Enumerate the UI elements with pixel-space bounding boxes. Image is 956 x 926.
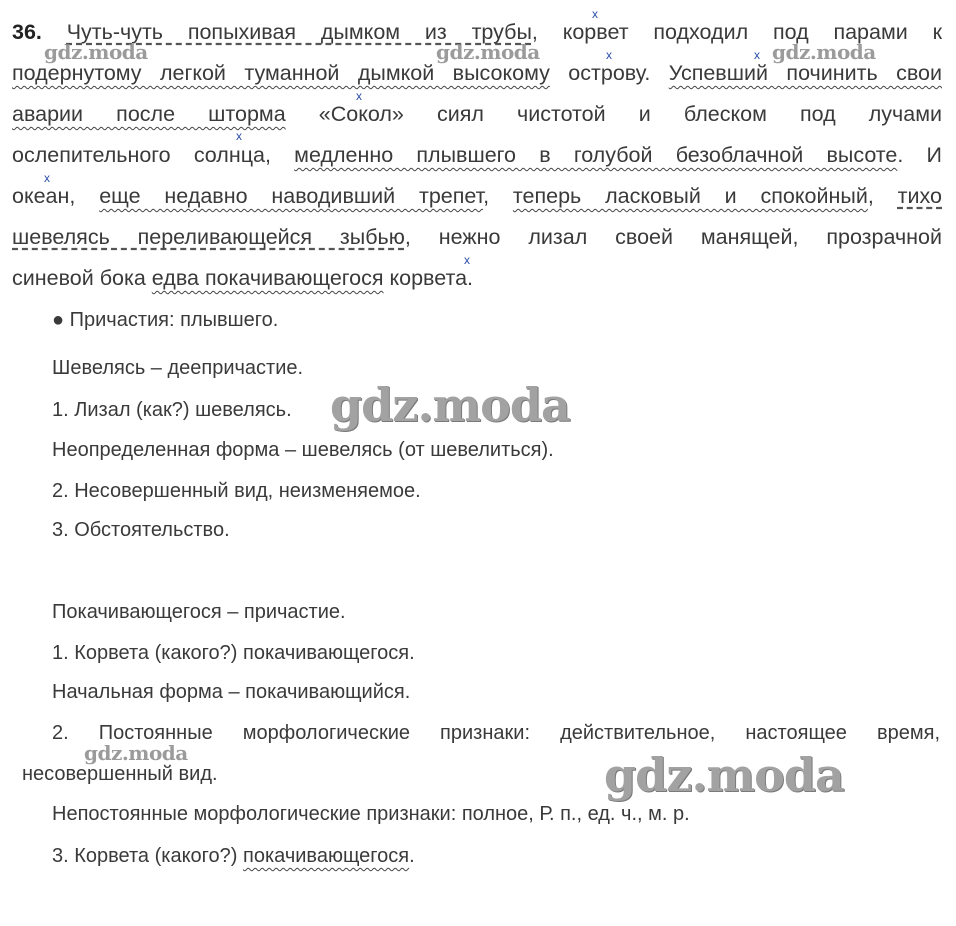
adjective-phrase: теперь ласковый и спокойный: [512, 184, 868, 208]
mark-x: x: [464, 253, 470, 267]
gerund-phrase: шевелясь переливающейся зыбью: [12, 225, 405, 249]
watermark: gdz.moda: [772, 40, 876, 64]
text-segment: . И: [897, 143, 943, 167]
participle-word: покачивающегося: [243, 845, 410, 867]
mark-x: x: [592, 7, 598, 21]
participle-phrase: медленно плывшего в голубой безоблачной высоте: [294, 143, 898, 167]
watermark: gdz.moda: [604, 748, 844, 802]
mark-x: x: [236, 129, 242, 143]
participle-phrase: едва покачивающегося: [151, 266, 384, 290]
participle-phrase: аварии после шторма: [12, 102, 286, 126]
participle-phrase: Успевший починить свои: [668, 61, 943, 85]
text-segment: , нежно лизал своей манящей, прозрачной: [404, 225, 943, 249]
exercise-number: 36.: [12, 20, 42, 44]
gerund-point-1: 1. Лизал (как?) шевелясь.: [52, 399, 292, 421]
participle-point-2: 2. Постоянные морфологические признаки: действительное, настоящее время,: [52, 722, 940, 744]
gerund-phrase: Чуть-чуть попыхивая дымком из трубы: [66, 20, 532, 44]
text-line-7: [12, 264, 942, 292]
participle-phrase: подернутому легкой туманной дымкой высокому: [12, 61, 550, 85]
mark-x: x: [44, 171, 50, 185]
mark-x: x: [606, 48, 612, 62]
mark-x: x: [754, 48, 760, 62]
text-segment: ,: [867, 184, 898, 208]
participle-point-3: [52, 843, 415, 869]
text-segment: ослепительного солнца,: [12, 143, 295, 167]
mark-x: x: [356, 89, 362, 103]
participle-point-1: 1. Корвета (какого?) покачивающегося.: [52, 642, 415, 664]
watermark: gdz.moda: [330, 378, 570, 432]
text-segment: океан,: [12, 184, 100, 208]
text-line-5: [12, 182, 942, 210]
text-line-6: [12, 223, 942, 251]
participle-nonconstant: Непостоянные морфологические признаки: полное, Р. п., ед. ч., м. р.: [52, 803, 690, 825]
gerund-phrase: тихо: [897, 184, 942, 208]
gerund-point-3: 3. Обстоятельство.: [52, 519, 230, 541]
participle-base-form: Начальная форма – покачивающийся.: [52, 681, 411, 703]
gerund-base-form: Неопределенная форма – шевелясь (от шевелиться).: [52, 439, 554, 461]
text-segment: ,: [483, 184, 513, 208]
text-segment: «Сокол» сиял чистотой и блеском под лучами: [285, 102, 942, 126]
text-segment: корвета.: [383, 266, 473, 290]
text-line-4: [12, 141, 942, 169]
participle-point-2-cont: несовершенный вид.: [22, 763, 218, 785]
watermark: gdz.moda: [436, 40, 540, 64]
text-line-3: [12, 100, 942, 128]
gerund-point-2: 2. Несовершенный вид, неизменяемое.: [52, 480, 421, 502]
participle-heading: Покачивающегося – причастие.: [52, 601, 346, 623]
text-segment: острову.: [549, 61, 669, 85]
participles-bullet: ● Причастия: плывшего.: [52, 309, 279, 331]
watermark: gdz.moda: [44, 40, 148, 64]
watermark: gdz.moda: [84, 741, 188, 765]
text-segment: синевой бока: [12, 266, 152, 290]
text-segment: .: [409, 845, 415, 867]
participle-phrase: еще недавно наводивший трепет: [99, 184, 484, 208]
gerund-heading: Шевелясь – деепричастие.: [52, 357, 304, 379]
text-segment: 3. Корвета (какого?): [52, 845, 243, 867]
text-segment: , корвет подходил под парами к: [531, 20, 942, 44]
